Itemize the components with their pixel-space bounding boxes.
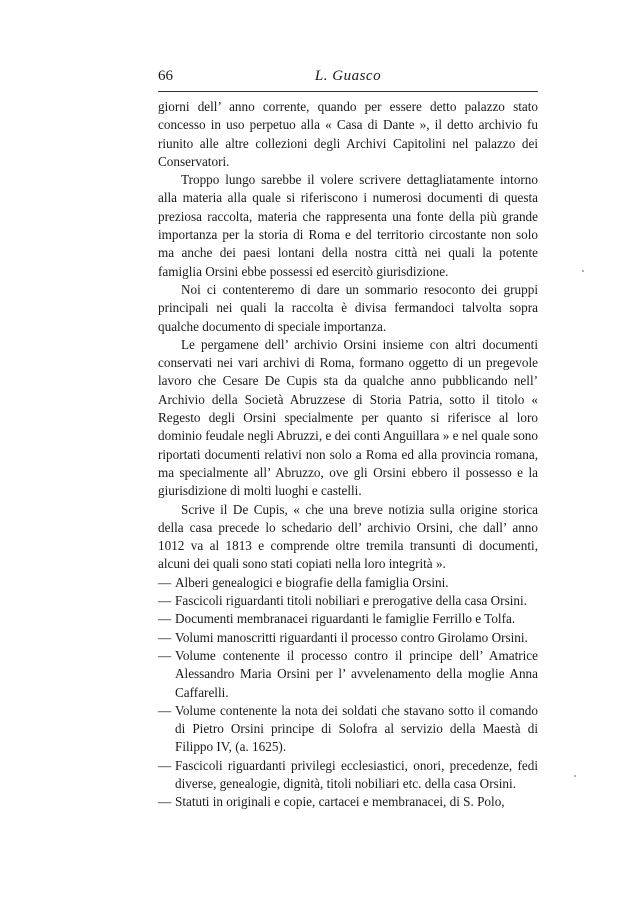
list-dash: — [158, 794, 172, 810]
list-item [158, 629, 538, 647]
list-item [158, 592, 538, 610]
list-dash: — [158, 702, 172, 718]
list-item-text: Fascicoli riguardanti titoli nobiliari e prerogative della casa Orsini. [175, 593, 527, 609]
paragraph: Troppo lungo sarebbe il volere scrivere dettagliatamente intorno alla materia alla quale si riferiscono i numerosi documenti di questa preziosa raccolta, materia che rappresenta una fonte della più grande importanza per la storia di Roma e del territorio circostante non solo ma anche dei paesi lontani della nostra città nei quali la potente famiglia Orsini ebbe possessi ed esercitò giurisdizione. [158, 172, 538, 279]
page-number: 66 [158, 68, 173, 84]
list-item [158, 793, 538, 811]
page-header [158, 68, 538, 88]
document-list [158, 574, 538, 812]
scan-speck [582, 270, 584, 272]
paragraph: Le pergamene dell’ archivio Orsini insieme con altri documenti conservati nei vari archivi di Roma, formano oggetto di un pregevole lavoro che Cesare De Cupis sta da qualche anno pubblicando nell’ Archivio della Società Abruzzese di Storia Patria, sotto il titolo « Regesto degli Orsini specialmente per quanto si riferisce al loro dominio feudale negli Abruzzi, e dei conti Anguillara » e nel quale sono riportati documenti relativi non solo a Roma ed alla provincia romana, ma specialmente all’ Abruzzo, ove gli Orsini ebbero il possesso e la giurisdizione di molti luoghi e castelli. [158, 336, 538, 499]
list-dash: — [158, 611, 172, 627]
body-text [158, 98, 538, 812]
list-item [158, 647, 538, 702]
paragraph: giorni dell’ anno corrente, quando per essere detto palazzo stato concesso in uso perpetuo alla « Casa di Dante », il detto archivio fu riunito alle altre collezioni degli Archivi Capitolini nel palazzo dei Conservatori. [158, 99, 538, 169]
list-item [158, 574, 538, 592]
scan-speck [574, 775, 576, 777]
list-item-text: Fascicoli riguardanti privilegi ecclesiastici, onori, precedenze, fedi diverse, genealogie, dignità, titoli nobiliari etc. della casa Orsini. [175, 757, 538, 791]
list-dash: — [158, 593, 172, 609]
list-item [158, 757, 538, 794]
list-dash: — [158, 574, 172, 590]
paragraph: Noi ci contenteremo di dare un sommario resoconto dei gruppi principali nei quali la raccolta è divisa fermandoci talvolta sopra qualche documento di speciale importanza. [158, 281, 538, 334]
list-item-text: Volume contenente la nota dei soldati che stavano sotto il comando di Pietro Orsini principe di Solofra al servizio della Maestà di Filippo IV, (a. 1625). [175, 702, 538, 755]
list-item-text: Volumi manoscritti riguardanti il processo contro Girolamo Orsini. [175, 629, 528, 645]
list-item-text: Statuti in originali e copie, cartacei e membranacei, di S. Polo, [175, 794, 505, 810]
list-dash: — [158, 647, 172, 663]
list-dash: — [158, 757, 172, 773]
list-item [158, 702, 538, 757]
header-rule [158, 91, 538, 92]
running-head: L. Guasco [314, 68, 382, 84]
paragraph: Scrive il De Cupis, « che una breve notizia sulla origine storica della casa precede lo schedario dell’ archivio Orsini, che dall’ anno 1012 va al 1813 e comprende oltre tremila transunti di documenti, alcuni dei quali sono stati copiati nella loro integrità ». [158, 501, 538, 572]
list-item [158, 610, 538, 628]
list-item-text: Volume contenente il processo contro il principe dell’ Amatrice Alessandro Maria Orsini per l’ avvelenamento della moglie Anna Caffarelli. [175, 647, 538, 700]
list-item-text: Alberi genealogici e biografie della famiglia Orsini. [175, 574, 449, 590]
list-dash: — [158, 629, 172, 645]
list-item-text: Documenti membranacei riguardanti le famiglie Ferrillo e Tolfa. [175, 611, 516, 627]
